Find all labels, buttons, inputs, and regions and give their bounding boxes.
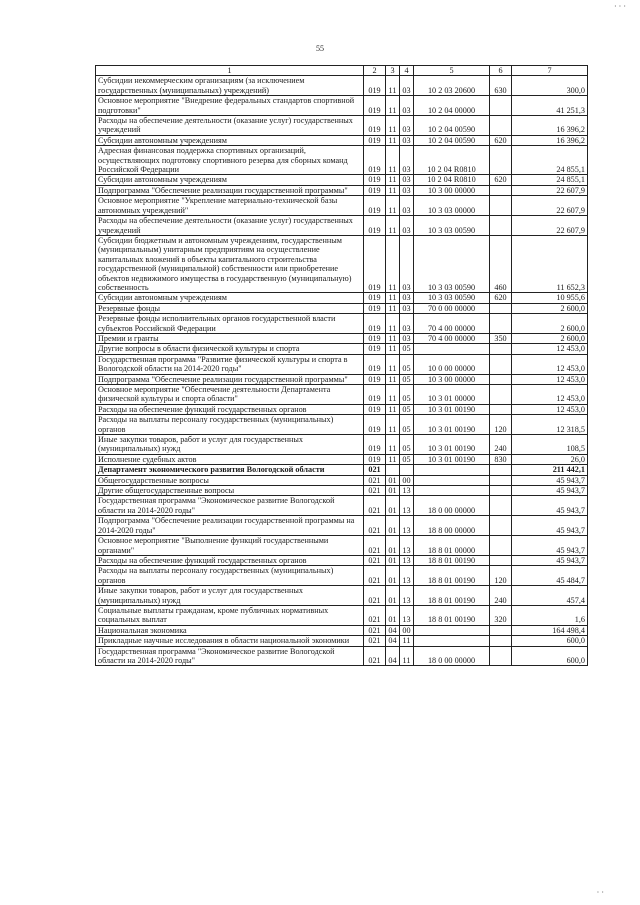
cell-sum: 2 600,0 xyxy=(512,303,588,313)
cell-vr xyxy=(490,496,512,516)
cell-sum: 45 943,7 xyxy=(512,486,588,496)
cell-vr: 350 xyxy=(490,333,512,343)
table-row xyxy=(96,646,588,666)
cell-rz: 04 xyxy=(386,636,400,646)
cell-cs: 70 4 00 00000 xyxy=(414,333,490,343)
cell-cs: 70 4 00 00000 xyxy=(414,314,490,334)
cell-vr: 620 xyxy=(490,135,512,145)
cell-cs: 10 3 01 00190 xyxy=(414,404,490,414)
cell-name: Прикладные научные исследования в области национальной экономики xyxy=(96,636,364,646)
cell-sum: 16 396,2 xyxy=(512,116,588,136)
cell-gr: 019 xyxy=(364,435,386,455)
table-row xyxy=(96,486,588,496)
cell-cs: 10 2 03 20600 xyxy=(414,76,490,96)
cell-name: Исполнение судебных актов xyxy=(96,454,364,464)
cell-gr: 019 xyxy=(364,333,386,343)
cell-sum: 12 318,5 xyxy=(512,415,588,435)
cell-name: Основное мероприятие "Выполнение функций государственными органами" xyxy=(96,536,364,556)
cell-sum: 108,5 xyxy=(512,435,588,455)
cell-pr: 13 xyxy=(400,516,414,536)
table-row xyxy=(96,185,588,195)
cell-sum: 41 251,3 xyxy=(512,96,588,116)
cell-pr: 05 xyxy=(400,354,414,374)
corner-mark-top: · · · xyxy=(614,2,626,11)
cell-gr: 019 xyxy=(364,454,386,464)
cell-cs: 18 8 00 00000 xyxy=(414,516,490,536)
cell-sum: 2 600,0 xyxy=(512,314,588,334)
cell-name: Основное мероприятие "Внедрение федеральных стандартов спортивной подготовки" xyxy=(96,96,364,116)
cell-sum: 45 484,7 xyxy=(512,566,588,586)
cell-rz: 04 xyxy=(386,625,400,635)
cell-rz: 11 xyxy=(386,146,400,175)
cell-sum: 45 943,7 xyxy=(512,536,588,556)
cell-rz: 11 xyxy=(386,116,400,136)
cell-pr: 03 xyxy=(400,175,414,185)
cell-sum: 12 453,0 xyxy=(512,354,588,374)
cell-pr xyxy=(400,465,414,475)
corner-mark-bottom: · · xyxy=(596,888,604,897)
cell-pr: 03 xyxy=(400,333,414,343)
cell-gr: 019 xyxy=(364,196,386,216)
cell-gr: 019 xyxy=(364,216,386,236)
cell-cs: 10 3 03 00590 xyxy=(414,216,490,236)
cell-sum: 45 943,7 xyxy=(512,555,588,565)
cell-sum: 12 453,0 xyxy=(512,374,588,384)
cell-name: Расходы на обеспечение деятельности (оказание услуг) государственных учреждений xyxy=(96,216,364,236)
cell-sum: 211 442,1 xyxy=(512,465,588,475)
cell-sum: 457,4 xyxy=(512,586,588,606)
cell-rz: 11 xyxy=(386,374,400,384)
cell-pr: 11 xyxy=(400,636,414,646)
cell-pr: 05 xyxy=(400,374,414,384)
cell-pr: 05 xyxy=(400,415,414,435)
cell-sum: 11 652,3 xyxy=(512,235,588,292)
cell-vr: 120 xyxy=(490,566,512,586)
cell-vr: 460 xyxy=(490,235,512,292)
table-row xyxy=(96,303,588,313)
cell-name: Иные закупки товаров, работ и услуг для государственных (муниципальных) нужд xyxy=(96,435,364,455)
cell-rz: 11 xyxy=(386,235,400,292)
cell-cs: 10 3 03 00000 xyxy=(414,196,490,216)
table-row xyxy=(96,293,588,303)
budget-table xyxy=(95,65,588,666)
cell-rz: 01 xyxy=(386,586,400,606)
table-row xyxy=(96,586,588,606)
cell-name: Резервные фонды xyxy=(96,303,364,313)
table-row xyxy=(96,116,588,136)
cell-name: Адресная финансовая поддержка спортивных организаций, осуществляющих подготовку спортивного резерва для сборных команд Российской Федерации xyxy=(96,146,364,175)
cell-name: Субсидии некоммерческим организациям (за исключением государственных (муниципальных) учреждений) xyxy=(96,76,364,96)
cell-name: Субсидии автономным учреждениям xyxy=(96,175,364,185)
cell-cs: 10 3 00 00000 xyxy=(414,374,490,384)
cell-rz: 01 xyxy=(386,566,400,586)
cell-cs: 18 8 01 00190 xyxy=(414,555,490,565)
cell-pr: 13 xyxy=(400,586,414,606)
table-row xyxy=(96,196,588,216)
cell-name: Государственная программа "Экономическое развитие Вологодской области на 2014-2020 годы" xyxy=(96,496,364,516)
table-row xyxy=(96,96,588,116)
cell-vr xyxy=(490,555,512,565)
cell-vr xyxy=(490,196,512,216)
cell-sum: 12 453,0 xyxy=(512,385,588,405)
cell-gr: 019 xyxy=(364,146,386,175)
table-row xyxy=(96,135,588,145)
cell-cs xyxy=(414,344,490,354)
cell-cs: 10 3 00 00000 xyxy=(414,185,490,195)
cell-cs: 70 0 00 00000 xyxy=(414,303,490,313)
table-row xyxy=(96,454,588,464)
cell-cs: 10 3 03 00590 xyxy=(414,293,490,303)
table-row xyxy=(96,404,588,414)
cell-name: Другие вопросы в области физической культуры и спорта xyxy=(96,344,364,354)
cell-name: Основное мероприятие "Укрепление материально-технической базы автономных учреждений" xyxy=(96,196,364,216)
cell-sum: 10 955,6 xyxy=(512,293,588,303)
cell-sum: 300,0 xyxy=(512,76,588,96)
cell-sum: 45 943,7 xyxy=(512,475,588,485)
cell-sum: 45 943,7 xyxy=(512,516,588,536)
cell-vr: 630 xyxy=(490,76,512,96)
cell-gr: 021 xyxy=(364,496,386,516)
cell-pr: 03 xyxy=(400,135,414,145)
cell-pr: 03 xyxy=(400,303,414,313)
cell-gr: 019 xyxy=(364,96,386,116)
cell-vr xyxy=(490,475,512,485)
cell-gr: 021 xyxy=(364,586,386,606)
cell-cs: 10 2 04 00590 xyxy=(414,116,490,136)
cell-name: Департамент экономического развития Вологодской области xyxy=(96,465,364,475)
cell-name: Государственная программа "Развитие физической культуры и спорта в Вологодской области на 2014-2020 годы" xyxy=(96,354,364,374)
table-body xyxy=(96,76,588,666)
cell-vr xyxy=(490,625,512,635)
cell-rz: 11 xyxy=(386,175,400,185)
table-row xyxy=(96,216,588,236)
cell-sum: 600,0 xyxy=(512,646,588,666)
cell-sum: 16 396,2 xyxy=(512,135,588,145)
cell-rz: 11 xyxy=(386,185,400,195)
cell-name: Субсидии автономным учреждениям xyxy=(96,135,364,145)
cell-gr: 021 xyxy=(364,636,386,646)
cell-name: Общегосударственные вопросы xyxy=(96,475,364,485)
cell-name: Социальные выплаты гражданам, кроме публичных нормативных социальных выплат xyxy=(96,605,364,625)
cell-name: Расходы на выплаты персоналу государственных (муниципальных) органов xyxy=(96,566,364,586)
cell-sum: 22 607,9 xyxy=(512,216,588,236)
table-row xyxy=(96,146,588,175)
cell-pr: 03 xyxy=(400,116,414,136)
cell-name: Подпрограмма "Обеспечение реализации государственной программы на 2014-2020 годы" xyxy=(96,516,364,536)
cell-sum: 164 498,4 xyxy=(512,625,588,635)
cell-cs: 10 3 03 00590 xyxy=(414,235,490,292)
cell-cs xyxy=(414,475,490,485)
cell-gr: 019 xyxy=(364,185,386,195)
cell-gr: 019 xyxy=(364,293,386,303)
cell-cs: 10 3 01 00190 xyxy=(414,454,490,464)
cell-gr: 021 xyxy=(364,486,386,496)
cell-name: Расходы на обеспечение деятельности (оказание услуг) государственных учреждений xyxy=(96,116,364,136)
cell-name: Подпрограмма "Обеспечение реализации государственной программы" xyxy=(96,185,364,195)
cell-pr: 03 xyxy=(400,216,414,236)
cell-gr: 019 xyxy=(364,116,386,136)
cell-sum: 45 943,7 xyxy=(512,496,588,516)
cell-gr: 019 xyxy=(364,303,386,313)
cell-cs xyxy=(414,465,490,475)
table-row xyxy=(96,516,588,536)
table-row xyxy=(96,76,588,96)
cell-pr: 13 xyxy=(400,486,414,496)
cell-vr xyxy=(490,385,512,405)
cell-pr: 03 xyxy=(400,185,414,195)
cell-vr xyxy=(490,303,512,313)
cell-vr xyxy=(490,646,512,666)
table-row xyxy=(96,625,588,635)
cell-name: Расходы на обеспечение функций государственных органов xyxy=(96,555,364,565)
cell-sum: 600,0 xyxy=(512,636,588,646)
cell-vr: 120 xyxy=(490,415,512,435)
cell-vr xyxy=(490,404,512,414)
cell-pr: 03 xyxy=(400,314,414,334)
cell-cs: 10 2 04 R0810 xyxy=(414,175,490,185)
cell-pr: 03 xyxy=(400,235,414,292)
cell-gr: 021 xyxy=(364,516,386,536)
page-number: 55 xyxy=(316,44,324,53)
cell-rz: 11 xyxy=(386,454,400,464)
cell-name: Национальная экономика xyxy=(96,625,364,635)
cell-cs: 10 3 01 00000 xyxy=(414,385,490,405)
cell-rz: 01 xyxy=(386,555,400,565)
table-row xyxy=(96,175,588,185)
cell-vr: 240 xyxy=(490,586,512,606)
table-row xyxy=(96,333,588,343)
cell-cs xyxy=(414,486,490,496)
cell-pr: 00 xyxy=(400,475,414,485)
cell-rz: 01 xyxy=(386,605,400,625)
col-header-rz: 3 xyxy=(386,66,400,76)
cell-gr: 019 xyxy=(364,135,386,145)
cell-vr xyxy=(490,374,512,384)
cell-vr xyxy=(490,536,512,556)
cell-vr: 320 xyxy=(490,605,512,625)
cell-name: Расходы на обеспечение функций государственных органов xyxy=(96,404,364,414)
cell-gr: 019 xyxy=(364,374,386,384)
cell-vr xyxy=(490,636,512,646)
cell-rz: 01 xyxy=(386,496,400,516)
cell-sum: 1,6 xyxy=(512,605,588,625)
cell-vr xyxy=(490,216,512,236)
cell-cs: 10 2 04 R0810 xyxy=(414,146,490,175)
cell-vr xyxy=(490,314,512,334)
table-row xyxy=(96,566,588,586)
cell-gr: 019 xyxy=(364,175,386,185)
cell-rz: 11 xyxy=(386,354,400,374)
cell-rz: 01 xyxy=(386,475,400,485)
cell-pr: 13 xyxy=(400,536,414,556)
cell-rz: 11 xyxy=(386,196,400,216)
cell-rz: 11 xyxy=(386,435,400,455)
table-row xyxy=(96,385,588,405)
cell-rz: 11 xyxy=(386,344,400,354)
cell-pr: 05 xyxy=(400,404,414,414)
cell-gr: 021 xyxy=(364,605,386,625)
cell-cs: 18 8 01 00000 xyxy=(414,536,490,556)
cell-rz: 04 xyxy=(386,646,400,666)
cell-gr: 021 xyxy=(364,566,386,586)
cell-cs: 18 0 00 00000 xyxy=(414,496,490,516)
cell-gr: 019 xyxy=(364,344,386,354)
cell-name: Субсидии автономным учреждениям xyxy=(96,293,364,303)
cell-pr: 13 xyxy=(400,605,414,625)
cell-pr: 03 xyxy=(400,293,414,303)
cell-vr xyxy=(490,116,512,136)
cell-name: Другие общегосударственные вопросы xyxy=(96,486,364,496)
cell-cs: 18 8 01 00190 xyxy=(414,586,490,606)
cell-vr xyxy=(490,354,512,374)
cell-rz: 11 xyxy=(386,135,400,145)
table-row xyxy=(96,636,588,646)
cell-gr: 019 xyxy=(364,385,386,405)
cell-pr: 13 xyxy=(400,496,414,516)
cell-rz: 11 xyxy=(386,333,400,343)
cell-gr: 021 xyxy=(364,646,386,666)
table-row xyxy=(96,314,588,334)
cell-sum: 22 607,9 xyxy=(512,185,588,195)
cell-gr: 021 xyxy=(364,475,386,485)
cell-sum: 22 607,9 xyxy=(512,196,588,216)
table-row xyxy=(96,415,588,435)
table-row xyxy=(96,344,588,354)
table-row xyxy=(96,465,588,475)
cell-vr xyxy=(490,185,512,195)
col-header-pr: 4 xyxy=(400,66,414,76)
cell-pr: 05 xyxy=(400,344,414,354)
table-row xyxy=(96,374,588,384)
cell-rz: 11 xyxy=(386,303,400,313)
cell-cs: 10 2 04 00000 xyxy=(414,96,490,116)
cell-pr: 05 xyxy=(400,435,414,455)
table-row xyxy=(96,605,588,625)
cell-vr: 620 xyxy=(490,293,512,303)
col-header-gr: 2 xyxy=(364,66,386,76)
cell-rz: 11 xyxy=(386,96,400,116)
cell-cs: 10 0 00 00000 xyxy=(414,354,490,374)
cell-gr: 019 xyxy=(364,404,386,414)
col-header-cs: 5 xyxy=(414,66,490,76)
cell-gr: 019 xyxy=(364,415,386,435)
cell-cs: 10 3 01 00190 xyxy=(414,435,490,455)
cell-name: Подпрограмма "Обеспечение реализации государственной программы" xyxy=(96,374,364,384)
cell-pr: 03 xyxy=(400,76,414,96)
cell-vr: 830 xyxy=(490,454,512,464)
cell-gr: 019 xyxy=(364,235,386,292)
cell-rz: 01 xyxy=(386,536,400,556)
col-header-name: 1 xyxy=(96,66,364,76)
cell-pr: 03 xyxy=(400,196,414,216)
cell-name: Премии и гранты xyxy=(96,333,364,343)
cell-sum: 26,0 xyxy=(512,454,588,464)
table-row xyxy=(96,435,588,455)
cell-pr: 13 xyxy=(400,566,414,586)
cell-rz: 01 xyxy=(386,516,400,536)
cell-vr xyxy=(490,465,512,475)
cell-cs xyxy=(414,625,490,635)
table-row xyxy=(96,475,588,485)
cell-pr: 05 xyxy=(400,454,414,464)
cell-rz xyxy=(386,465,400,475)
cell-vr xyxy=(490,146,512,175)
cell-rz: 11 xyxy=(386,76,400,96)
cell-rz: 01 xyxy=(386,486,400,496)
cell-sum: 2 600,0 xyxy=(512,333,588,343)
cell-name: Резервные фонды исполнительных органов государственной власти субъектов Российской Федерации xyxy=(96,314,364,334)
cell-name: Государственная программа "Экономическое развитие Вологодской области на 2014-2020 годы" xyxy=(96,646,364,666)
cell-rz: 11 xyxy=(386,385,400,405)
table-row xyxy=(96,496,588,516)
cell-sum: 12 453,0 xyxy=(512,344,588,354)
cell-name: Основное мероприятие "Обеспечение деятельности Департамента физической культуры и спорта области" xyxy=(96,385,364,405)
cell-gr: 019 xyxy=(364,76,386,96)
cell-rz: 11 xyxy=(386,404,400,414)
cell-cs: 18 8 01 00190 xyxy=(414,566,490,586)
col-header-vr: 6 xyxy=(490,66,512,76)
cell-gr: 021 xyxy=(364,536,386,556)
cell-gr: 019 xyxy=(364,354,386,374)
cell-cs: 18 8 01 00190 xyxy=(414,605,490,625)
col-header-sum: 7 xyxy=(512,66,588,76)
cell-pr: 00 xyxy=(400,625,414,635)
cell-vr xyxy=(490,516,512,536)
cell-sum: 24 855,1 xyxy=(512,175,588,185)
cell-sum: 12 453,0 xyxy=(512,404,588,414)
cell-rz: 11 xyxy=(386,314,400,334)
cell-sum: 24 855,1 xyxy=(512,146,588,175)
cell-vr xyxy=(490,96,512,116)
cell-name: Расходы на выплаты персоналу государственных (муниципальных) органов xyxy=(96,415,364,435)
cell-pr: 03 xyxy=(400,146,414,175)
cell-rz: 11 xyxy=(386,415,400,435)
table-row xyxy=(96,354,588,374)
cell-cs: 18 0 00 00000 xyxy=(414,646,490,666)
cell-vr: 620 xyxy=(490,175,512,185)
cell-gr: 021 xyxy=(364,625,386,635)
cell-vr xyxy=(490,486,512,496)
cell-vr xyxy=(490,344,512,354)
cell-cs: 10 3 01 00190 xyxy=(414,415,490,435)
cell-cs xyxy=(414,636,490,646)
cell-rz: 11 xyxy=(386,216,400,236)
table-row xyxy=(96,235,588,292)
cell-vr: 240 xyxy=(490,435,512,455)
cell-rz: 11 xyxy=(386,293,400,303)
cell-pr: 05 xyxy=(400,385,414,405)
cell-name: Субсидии бюджетным и автономным учреждениям, государственным (муниципальным) унитарным предприятиям на осуществление капитальных вложений в объекты капитального строительства государственной (муниципальной) собственности или приобретение объектов недвижимого имущества в государственную (муниципальную) собственность xyxy=(96,235,364,292)
cell-name: Иные закупки товаров, работ и услуг для государственных (муниципальных) нужд xyxy=(96,586,364,606)
table-row xyxy=(96,536,588,556)
table-header-row xyxy=(96,66,588,76)
table-row xyxy=(96,555,588,565)
cell-gr: 021 xyxy=(364,465,386,475)
cell-gr: 019 xyxy=(364,314,386,334)
cell-gr: 021 xyxy=(364,555,386,565)
cell-cs: 10 2 04 00590 xyxy=(414,135,490,145)
cell-pr: 13 xyxy=(400,555,414,565)
cell-pr: 03 xyxy=(400,96,414,116)
cell-pr: 11 xyxy=(400,646,414,666)
